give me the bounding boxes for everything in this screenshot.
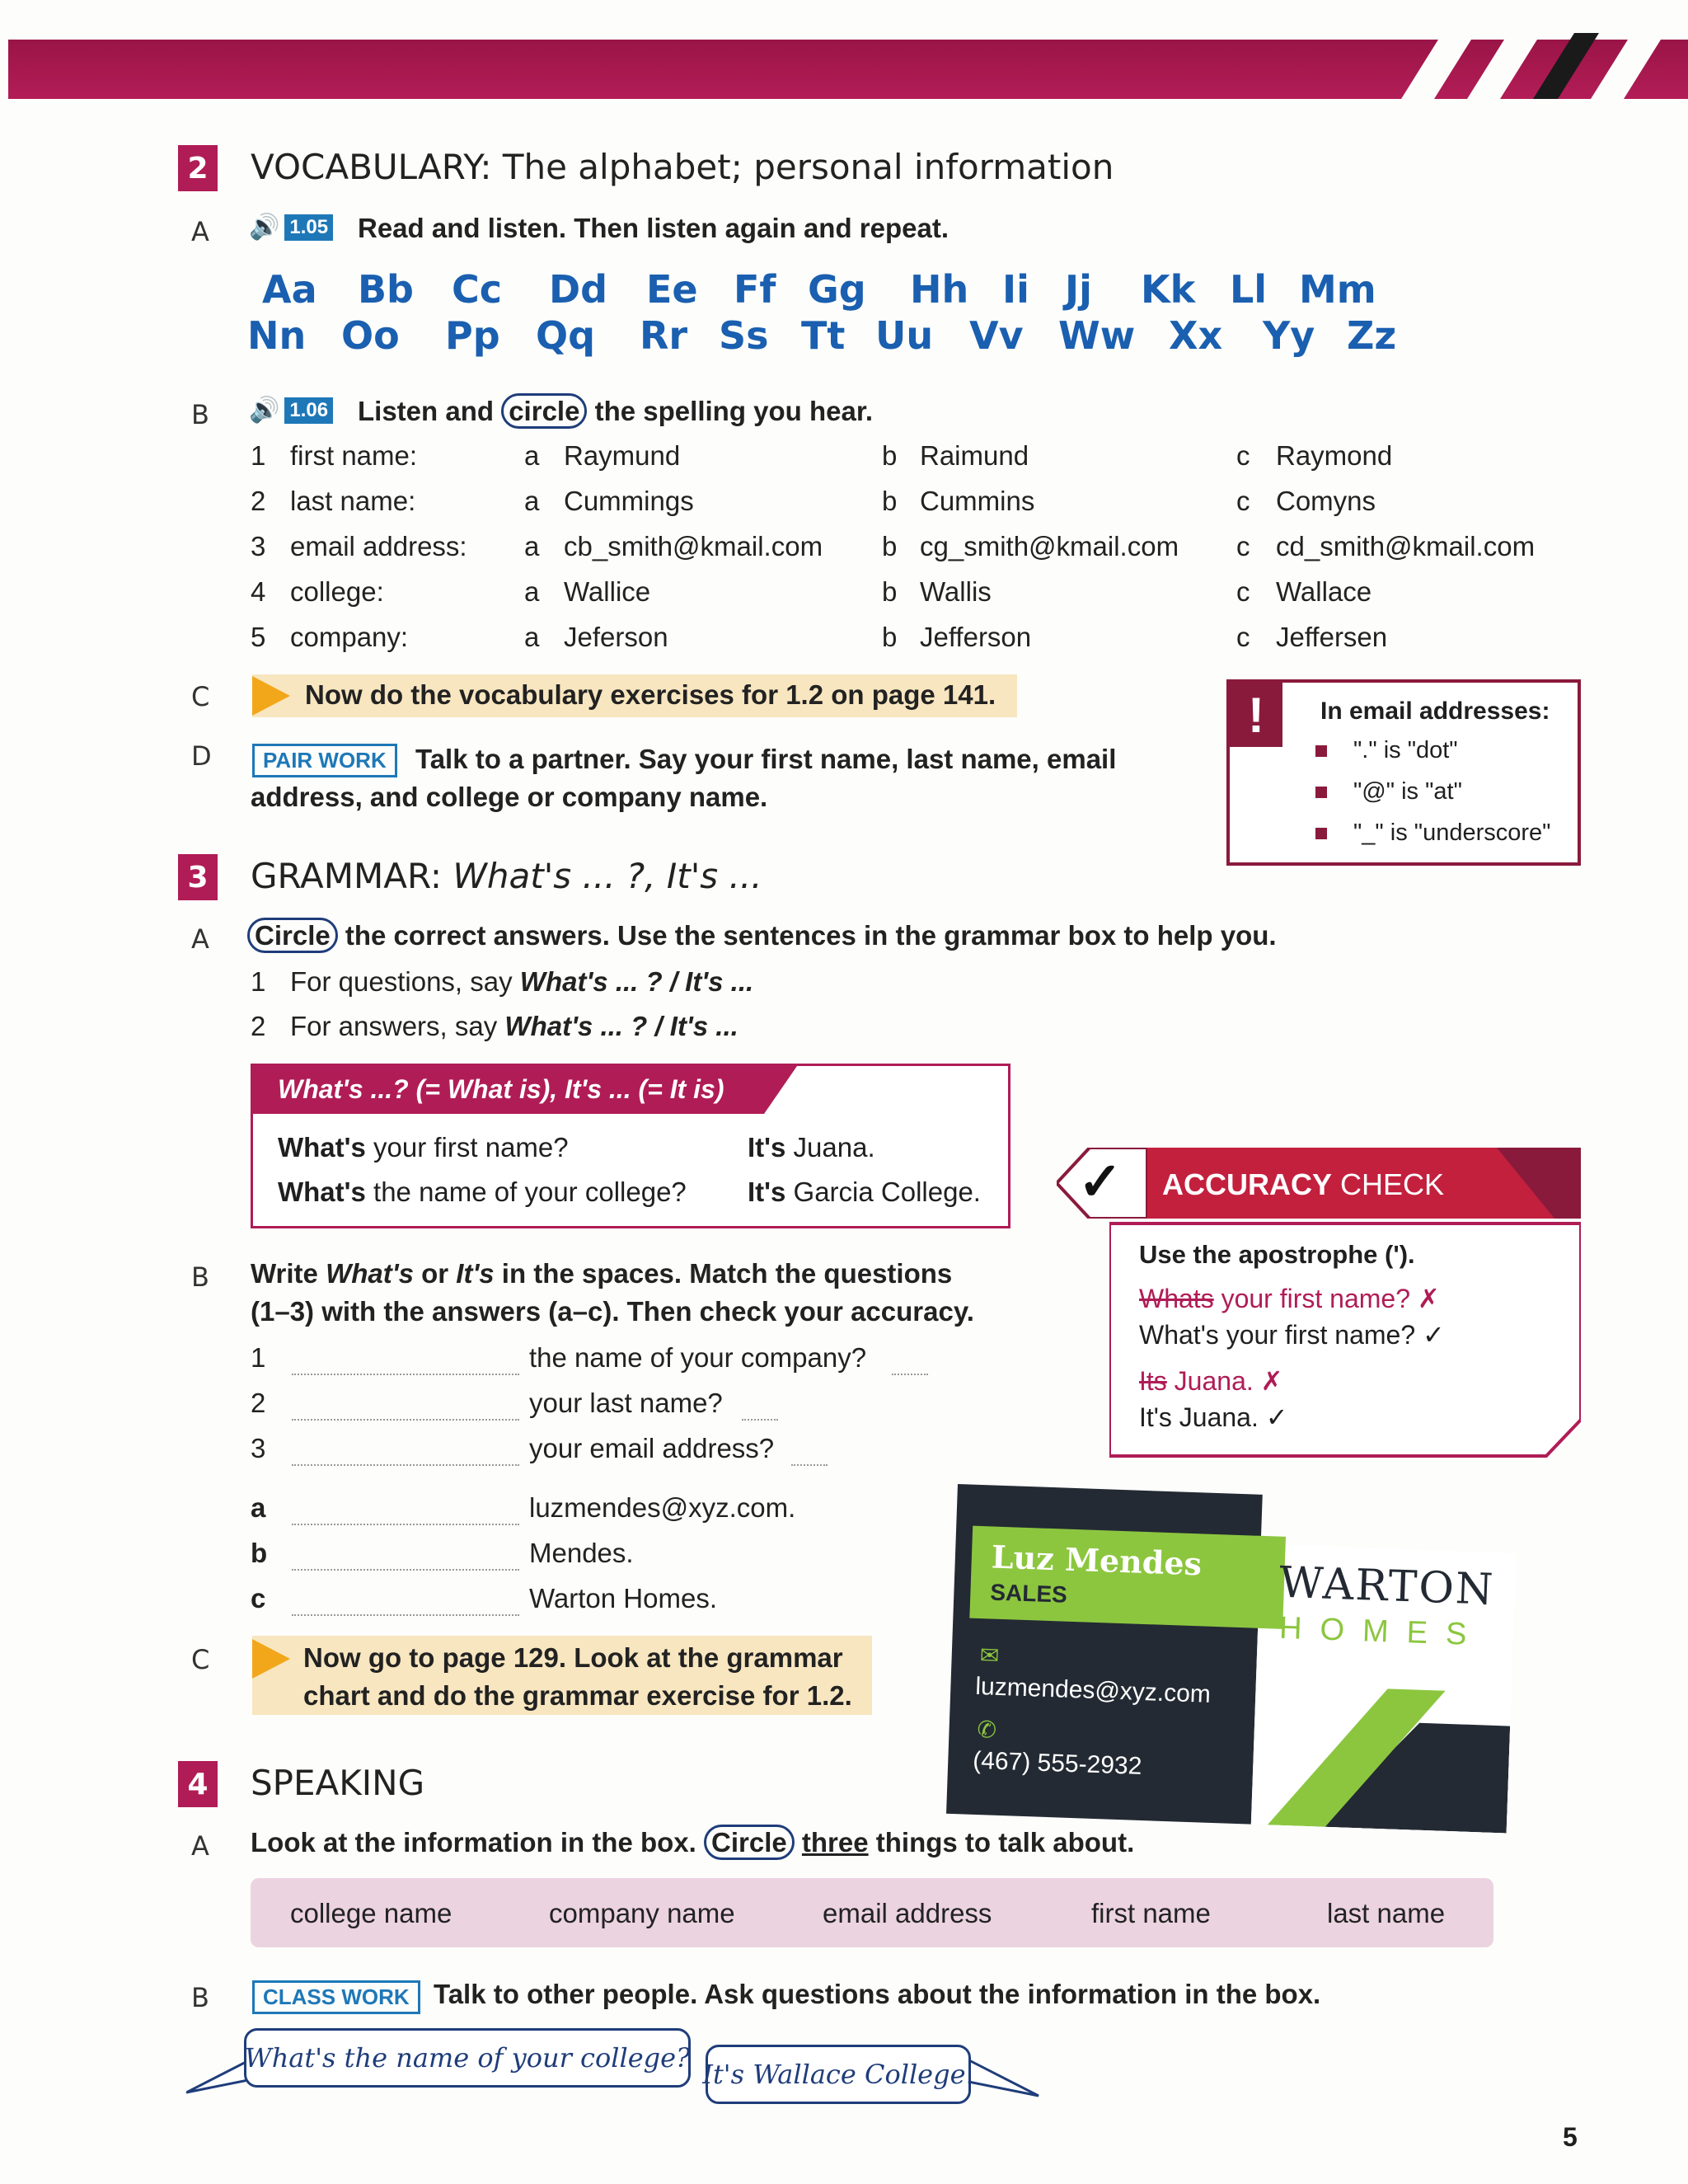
grammar-keyword: What's	[278, 1177, 366, 1207]
option-letter: b	[882, 622, 898, 652]
option-a: Jeferson	[564, 622, 668, 652]
alphabet-letter: Rr	[640, 313, 688, 358]
page-number: 5	[1563, 2122, 1578, 2152]
question-text: your email address?	[529, 1433, 775, 1463]
info-item: email address	[823, 1898, 992, 1928]
alphabet-letter: Qq	[536, 313, 596, 358]
check-badge	[1057, 1148, 1147, 1219]
alphabet-letter: Uu	[875, 313, 934, 358]
audio-number: 1.06	[284, 397, 333, 424]
answer-blank	[292, 1524, 519, 1525]
section-2-number: 2	[178, 145, 218, 191]
question-text: your last name?	[529, 1388, 723, 1418]
option-letter: c	[1236, 576, 1250, 607]
section-2-title: VOCABULARY: The alphabet; personal information	[251, 147, 1114, 187]
audio-number: 1.05	[284, 214, 333, 241]
option-a: Raymund	[564, 440, 681, 471]
alphabet-letter: Nn	[247, 313, 307, 358]
item-text: For questions, say	[290, 966, 513, 997]
email-tip-item: "." is "dot"	[1353, 737, 1458, 763]
exercise-letter: B	[191, 1261, 209, 1293]
alphabet-letter: Ee	[646, 267, 698, 312]
card-role: SALES	[989, 1579, 1068, 1608]
section-3-title: GRAMMAR: What's ... ?, It's ...	[251, 856, 762, 896]
speaker-icon: 🔊	[249, 397, 280, 424]
grammar-answer	[748, 1132, 875, 1163]
exercise-letter: A	[191, 923, 209, 955]
grammar-box	[251, 1064, 1010, 1228]
bullet-icon	[1315, 787, 1327, 798]
instruction-4a: Look at the information in the box. Circle three things to talk about.	[251, 1827, 1134, 1858]
grammar-keyword: What's	[278, 1132, 366, 1162]
item-text: For answers, say	[290, 1011, 498, 1041]
option-letter: a	[524, 486, 540, 516]
instruction-3b-line2: (1–3) with the answers (a–c). Then check your accuracy.	[251, 1296, 974, 1327]
question-text: the name of your company?	[529, 1342, 867, 1373]
answer-text: Mendes.	[529, 1538, 634, 1568]
email-tip-title: In email addresses:	[1320, 697, 1550, 725]
option-b: Jefferson	[920, 622, 1032, 652]
grammar-box-header: What's ...? (= What is), It's ... (= It is)	[278, 1074, 724, 1104]
exclamation-icon: !	[1230, 683, 1282, 747]
grammar-a-item	[290, 1011, 738, 1042]
answer-text: luzmendes@xyz.com.	[529, 1492, 796, 1523]
option-letter: b	[882, 531, 898, 561]
class-work-tag: CLASS WORK	[252, 1980, 420, 2014]
option-a: Cummings	[564, 486, 694, 516]
info-item: company name	[549, 1898, 735, 1928]
alphabet-letter: Aa	[262, 267, 317, 312]
exercise-letter: A	[191, 1830, 209, 1862]
option-letter: c	[1236, 486, 1250, 516]
item-number: 2	[251, 486, 266, 516]
answer-letter: a	[251, 1492, 266, 1523]
answer-text: Warton Homes.	[529, 1583, 718, 1613]
exercise-letter: B	[191, 399, 209, 430]
email-tip-box	[1226, 679, 1581, 866]
section-4-title: SPEAKING	[251, 1763, 425, 1803]
alphabet-letter: Xx	[1169, 313, 1223, 358]
accuracy-example-right-2: It's Juana. ✓	[1139, 1402, 1288, 1432]
exercise-letter: C	[191, 1644, 210, 1675]
tick-icon: ✓	[1423, 1320, 1445, 1350]
instruction-3a: Circle the correct answers. Use the sentences in the grammar box to help you.	[247, 920, 1277, 951]
grammar-text: Garcia College.	[785, 1177, 981, 1207]
match-blank	[791, 1464, 828, 1466]
accuracy-rule: Use the apostrophe (').	[1139, 1240, 1415, 1269]
info-item: college name	[290, 1898, 452, 1928]
card-phone: (467) 555-2932	[972, 1746, 1142, 1780]
option-letter: b	[882, 486, 898, 516]
option-letter: b	[882, 440, 898, 471]
instruction-2c: Now do the vocabulary exercises for 1.2 on page 141.	[305, 679, 996, 710]
option-c: Wallace	[1276, 576, 1372, 607]
alphabet-letter: Ll	[1230, 267, 1268, 312]
item-label: company:	[290, 622, 409, 652]
answer-blank	[292, 1614, 519, 1616]
alphabet-letter: Gg	[808, 267, 866, 312]
instruction-3c-line1: Now go to page 129. Look at the grammar	[303, 1642, 843, 1673]
speech-bubble-question: What's the name of your college?	[244, 2028, 691, 2088]
cross-icon: ✗	[1260, 1366, 1283, 1396]
accuracy-example-wrong-2: Its Juana. ✗	[1139, 1366, 1283, 1396]
answer-letter: c	[251, 1583, 266, 1613]
alphabet-letter: Bb	[358, 267, 414, 312]
answer-blank	[292, 1419, 519, 1421]
grammar-text: your first name?	[365, 1132, 569, 1162]
item-number: 4	[251, 576, 266, 607]
info-item: last name	[1327, 1898, 1446, 1928]
grammar-keyword: It's	[748, 1177, 786, 1207]
option-c: Comyns	[1276, 486, 1376, 516]
grammar-question	[278, 1132, 569, 1163]
option-b: Cummins	[920, 486, 1035, 516]
option-c: cd_smith@kmail.com	[1276, 531, 1536, 561]
answer-blank	[292, 1374, 519, 1375]
email-icon: ✉	[979, 1642, 1000, 1669]
cross-icon: ✗	[1417, 1284, 1440, 1313]
option-letter: a	[524, 440, 540, 471]
question-number: 1	[251, 1342, 266, 1373]
instruction-2d-line2: address, and college or company name.	[251, 782, 768, 812]
item-number: 1	[251, 966, 266, 997]
grammar-text: Juana.	[785, 1132, 875, 1162]
email-tip-item: "_" is "underscore"	[1353, 820, 1551, 846]
option-letter: b	[882, 576, 898, 607]
instruction-2a: Read and listen. Then listen again and repeat.	[358, 213, 949, 243]
item-label: email address:	[290, 531, 467, 561]
item-number: 2	[251, 1011, 266, 1041]
option-letter: c	[1236, 531, 1250, 561]
alphabet-letter: Oo	[341, 313, 400, 358]
option-b: Raimund	[920, 440, 1029, 471]
answer-blank	[292, 1569, 519, 1571]
item-number: 5	[251, 622, 266, 652]
alphabet-letter: Hh	[910, 267, 969, 312]
option-letter: c	[1236, 622, 1250, 652]
business-card	[945, 1484, 1517, 1846]
tick-icon: ✓	[1265, 1402, 1288, 1432]
instruction-4b: Talk to other people. Ask questions about the information in the box.	[434, 1979, 1321, 2009]
option-a: cb_smith@kmail.com	[564, 531, 823, 561]
bullet-icon	[1315, 828, 1327, 839]
item-label: first name:	[290, 440, 418, 471]
email-tip-item: "@" is "at"	[1353, 778, 1462, 805]
alphabet-letter: Tt	[801, 313, 846, 358]
company-name-top: WARTON	[1278, 1557, 1496, 1615]
check-icon: ✓	[1078, 1152, 1123, 1211]
option-b: Wallis	[920, 576, 992, 607]
alphabet-letter: Ii	[1002, 267, 1029, 312]
option-c: Jeffersen	[1276, 622, 1388, 652]
speaker-icon: 🔊	[249, 214, 280, 241]
alphabet-letter: Yy	[1263, 313, 1315, 358]
exercise-letter: D	[191, 740, 212, 772]
accuracy-check-title: ACCURACY CHECK	[1162, 1167, 1445, 1201]
grammar-answer	[748, 1177, 981, 1208]
option-b: cg_smith@kmail.com	[920, 531, 1179, 561]
option-letter: a	[524, 622, 540, 652]
info-item: first name	[1091, 1898, 1211, 1928]
alphabet-letter: Vv	[969, 313, 1024, 358]
banner-stripes	[1352, 33, 1688, 99]
match-blank	[892, 1374, 928, 1375]
alphabet-letter: Cc	[452, 267, 503, 312]
option-c: Raymond	[1276, 440, 1393, 471]
card-name: Luz Mendes	[991, 1538, 1203, 1583]
instruction-2d-line1: Talk to a partner. Say your first name, last name, email	[415, 744, 1117, 774]
section-3-number: 3	[178, 854, 218, 900]
option-letter: a	[524, 576, 540, 607]
bubble-tail-right	[964, 2056, 1047, 2097]
item-label: college:	[290, 576, 384, 607]
card-email: luzmendes@xyz.com	[974, 1672, 1212, 1708]
phone-icon: ✆	[977, 1717, 997, 1743]
match-blank	[742, 1419, 778, 1421]
alphabet-letter: Kk	[1141, 267, 1196, 312]
audio-track[interactable]	[249, 213, 333, 242]
instruction-3b-line1: Write What's or It's in the spaces. Match the questions	[251, 1258, 953, 1289]
alphabet-letter: Ww	[1058, 313, 1136, 358]
play-arrow-icon	[252, 676, 290, 716]
alphabet-letter: Pp	[445, 313, 500, 358]
accuracy-example-wrong-1: Whats your first name? ✗	[1139, 1284, 1440, 1313]
grammar-keyword: It's	[748, 1132, 786, 1162]
exercise-letter: C	[191, 681, 210, 712]
speech-bubble-answer: It's Wallace College.	[706, 2045, 971, 2104]
answer-blank	[292, 1464, 519, 1466]
play-arrow-icon	[252, 1639, 290, 1679]
alphabet-letter: Ss	[719, 313, 769, 358]
item-number: 1	[251, 440, 266, 471]
item-label: last name:	[290, 486, 416, 516]
item-number: 3	[251, 531, 266, 561]
answer-letter: b	[251, 1538, 268, 1568]
bullet-icon	[1315, 745, 1327, 757]
alphabet-letter: Zz	[1347, 313, 1397, 358]
option-letter: a	[524, 531, 540, 561]
accuracy-check-box	[1078, 1148, 1581, 1458]
item-italic: What's ... ? / It's ...	[519, 966, 754, 997]
accuracy-example-right-1: What's your first name? ✓	[1139, 1320, 1445, 1350]
pair-work-tag: PAIR WORK	[252, 744, 397, 777]
option-letter: c	[1236, 440, 1250, 471]
item-italic: What's ... ? / It's ...	[504, 1011, 738, 1041]
grammar-question	[278, 1177, 687, 1208]
exercise-letter: B	[191, 1982, 209, 2013]
grammar-text: the name of your college?	[365, 1177, 687, 1207]
alphabet-letter: Ff	[734, 267, 776, 312]
company-name-bottom: HOMES	[1278, 1610, 1486, 1653]
question-number: 3	[251, 1433, 266, 1463]
alphabet-letter: Jj	[1065, 267, 1092, 312]
audio-track[interactable]	[249, 396, 333, 425]
option-a: Wallice	[564, 576, 651, 607]
alphabet-letter: Dd	[549, 267, 608, 312]
alphabet-letter: Mm	[1299, 267, 1376, 312]
instruction-3c-line2: chart and do the grammar exercise for 1.2.	[303, 1680, 852, 1711]
question-number: 2	[251, 1388, 266, 1418]
grammar-a-item	[290, 966, 753, 998]
section-4-number: 4	[178, 1761, 218, 1807]
instruction-2b: Listen and circle the spelling you hear.	[358, 396, 873, 427]
exercise-letter: A	[191, 216, 209, 247]
